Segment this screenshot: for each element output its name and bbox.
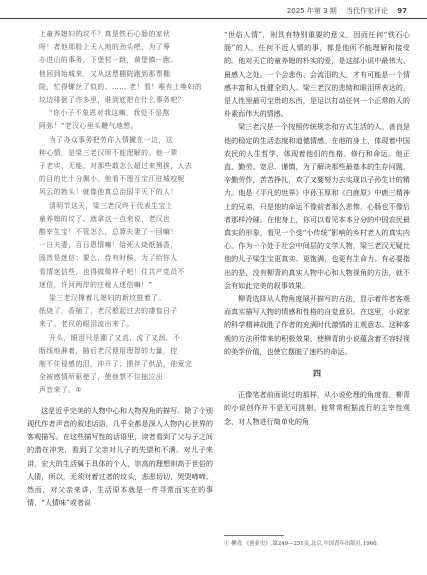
body-paragraph: 柳青选择从人物角度展开描写的方法，显示着作者客观而真实描写人物的情感和性格的自觉意识。在这里，小说家的科学精神战胜了作者的充满时代激情的主观意志。这种客观的方法所带来的积极效果，使柳青的小说蕴含着不容轻视的美学价值，也使它摆脱了速朽的命运。: [224, 294, 410, 356]
page-header: [0, 0, 427, 24]
quote-line: 纸烧了，香插了，老汉憨起过去的凄惶日子: [39, 307, 178, 316]
quote-line: 看情迷信些，也得做微样子吧！住共产党员不: [39, 267, 185, 276]
quote-line: “你小子不象恩对我这嘛，我处不是熬: [49, 109, 170, 118]
issue-label: 2025 年第 3 期: [286, 7, 337, 15]
page-number: 97: [397, 7, 407, 15]
quote-line: 声音来了。①: [39, 386, 83, 395]
quote-line: 制不住侵感的泪，冲开了；摆伴了供品，他竟完: [39, 360, 193, 369]
body-paragraph: 正像笔者前面说过的那样，从小说伦理的角度看，柳青的小说创作并不是无可挑剔。他常常根据流行的主宰性观念，对人物进行简单化的角: [224, 390, 410, 426]
quote-line: 种心情，是梁三老汉所不能理解的。他一辈: [39, 148, 178, 157]
quote-line: 的目的比十分佩小。他看不理互宝江驻城咬呢: [39, 175, 185, 184]
header-rule: [0, 18, 427, 19]
quote-line: 上童养媳妇的坟不？真是铁石心肠的家伙: [39, 30, 171, 38]
right-column: [224, 28, 410, 428]
section-heading: 四: [313, 369, 321, 379]
left-column: [27, 28, 213, 509]
quote-line: 风云的勃头！就像他真总治国平天下的人！: [39, 188, 178, 197]
footnote: ① 柳青:《创业史》,第249—251页,北京,中国青年出版社,1960。: [224, 541, 382, 547]
quote-line: 断线地淋着，随后老汉便用理智的力量，控: [39, 346, 178, 355]
block-quote: [27, 28, 213, 398]
quote-line: 固然是迷信；要么，待有时候，为了给你人: [39, 254, 178, 263]
quote-line: 一日夫妻，百日恩情嘛！给死人烧纸插香，: [39, 241, 178, 250]
quote-line: 童养媳的坟了。就拿这一点来说，老汉也: [39, 214, 171, 223]
body-paragraph: 梁三老汉是一个按照传统规念和方式生活的人。善良是他的稳定的生活态度和道德情感。在他的身上，体现着中国农民的人生哲学，体现着他们的性格、修行和命运。他正直、勤劳、宽忍、谨慎，为了解决那些最基本的生存问题，辛勤劳作，苦苦挣扎，欢了又要努力去实现以子孙生计的精力。他是《平凡的世界》中孙玉厚和《白鹿原》中鹿三精神上的兄弟，只是他的命运不像前者那么悲惨，心肠也不像后者那样冷硬。在他身上，你可以看见本本分分的中国农民最真实的形象，看见一个受“小传统”影响的乡村老人的真实内心。作为一个处于社会中间层的文学人物，梁三老汉无疑比他的儿子梁生宝更真实、更饱满，也更有生命力。有必要指出的是，没有柳青的真实人物中心和人物视角的方法，就不会有如此完美的叙事效果。: [224, 122, 410, 290]
quote-line: 呀！者他那股上天入地的劲头吧，为了筹: [39, 43, 171, 52]
quote-line: 来了。老汉的眼泪流出来了。: [39, 320, 134, 329]
body-paragraph: 这是近乎完美的人物中心和人物视角的描写。除了个别现代作者声音的叙述话语，几乎全都是深入人物内心世界的客观描写。在这些描写性的话语里，读者看到了父与子之间的潜在冲突，看到了父亲对儿子的失望和不满。对儿子来讲，宏大的生活属于具体的个人，崇高的理想则高于世俗的人情，所以，无须对着过者的坟头，悲悲切切，哭哭啼啼。然而，对父亲来讲，生活原本就是一件寻常而实在的事情，“人情味”或者说: [27, 405, 213, 508]
quote-line: 全被感情所驱使了，使他禁不住抽泣出: [39, 373, 164, 382]
body-paragraph: “世俗人情”，则具有特别重要的意义，因而任何“铁石心肠”的人，任何不近人情的事，都是他所不能理解和接受的。他对天亡的童养媳的朴实的爱，是这部小说中最伟大、最感人之处。一个会悲伤、会流泪的人，才有可能是一个情感丰富和人性健全的人。梁三老汉的悲恸和眼泪所表达的，是人性里最可宝贵的东西，是足以打动任何一个正常的人的朴素而伟大的情感。: [224, 30, 410, 119]
quote-line: 为了办众事务把劳你人情撇在一边，这: [49, 135, 174, 144]
quote-line: 院，忙得螺丝了似的。…… 老！看！唯有上唤妇的: [39, 82, 203, 91]
quote-line: 办进山的事务，下堡村一跳，黄堡镇一跑。: [39, 56, 178, 65]
footnote-rule: [224, 535, 284, 536]
quote-line: 坟边徘徊了许多里，谁到底把在什么事务吧？: [39, 96, 185, 105]
quote-line: 清明节这天，梁三老汉终于代表生宝上: [49, 201, 174, 210]
quote-line: 迷信，许河两岸的庄稼人迷信嘛！”: [39, 280, 153, 289]
quote-line: 他回到始城来，又从这票棚院跑到那票棚: [39, 69, 171, 78]
running-head: [280, 6, 407, 16]
quote-line: 子老实、无能，对那些敢怎么超过来黑挨，人去: [39, 162, 193, 171]
quote-line: 开头，眼泪只是潮了又流，流了又润，不: [49, 333, 181, 342]
quote-line: 阿弥！”老汉心里头鞭气地想。: [39, 122, 138, 131]
quote-line: 酷宰生宝！不管怎么，总算夫妻了一回嘛！: [39, 228, 178, 237]
quote-line: 梁三老汉撑着儿媳妇的新坟推着了。: [49, 294, 166, 303]
journal-title: 当代作家评论: [346, 7, 389, 15]
